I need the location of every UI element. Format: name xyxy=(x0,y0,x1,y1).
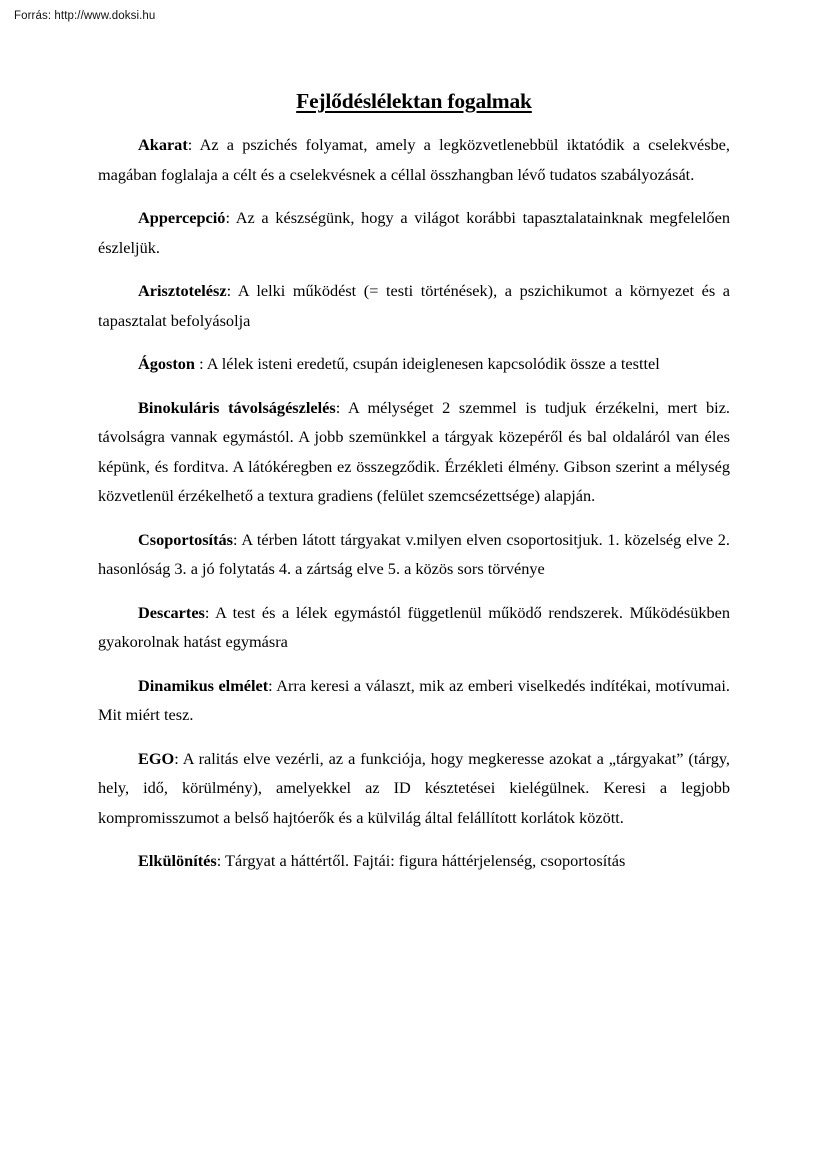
glossary-term: Ágoston xyxy=(138,354,195,373)
glossary-separator: : xyxy=(174,748,183,768)
glossary-term: Descartes xyxy=(138,602,205,622)
glossary-entry xyxy=(98,525,730,598)
glossary-definition: Az a készségünk, hogy a világot korábbi tapasztalatainknak megfelelően észleljük. xyxy=(98,208,730,257)
glossary-entry xyxy=(98,349,730,393)
glossary-term: Arisztotelész xyxy=(138,281,227,300)
glossary-definition: A ralitás elve vezérli, az a funkciója, hogy megkeresse azokat a „tárgyakat” (tárgy, hely, idő, körülmény), amelyekkel az ID késztetései kielégülnek. Keresi a legjobb kompromisszumot a belső hajtóerők és a külvilág által felállított korlátok között. xyxy=(98,748,730,827)
document-body xyxy=(98,86,730,876)
glossary-definition: A mélységet 2 szemmel is tudjuk érzékelni, mert biz. távolságra vannak egymástól. A jobb szemünkkel a tárgyak közepéről és bal oldaláról van éles képünk, és forditva. A látókéregben ez összegződik. Érzékleti élmény. Gibson szerint a mélység közvetlenül érzékelhető a textura gradiens (felület szemcsézettsége) alapján. xyxy=(98,397,730,505)
source-watermark: Forrás: http://www.doksi.hu xyxy=(14,10,156,22)
glossary-entry xyxy=(98,744,730,847)
glossary-separator: : xyxy=(225,208,236,227)
glossary-term: Binokuláris távolságészlelés xyxy=(138,397,336,417)
glossary-separator: : xyxy=(268,675,277,695)
glossary-term: Elkülönítés xyxy=(138,851,217,870)
glossary-entry xyxy=(98,598,730,671)
page-title: Fejlődéslélektan fogalmak xyxy=(296,89,532,113)
glossary-separator: : xyxy=(195,354,207,373)
glossary-definition: Az a pszichés folyamat, amely a legközvetlenebbül iktatódik a cselekvésbe, magában foglalaja a célt és a cselekvésnek a céllal összhangban lévő tudatos szabályozását. xyxy=(98,135,730,184)
glossary-term: Csoportosítás xyxy=(138,529,233,549)
glossary-definition: A lélek isteni eredetű, csupán ideiglenesen kapcsolódik össze a testtel xyxy=(206,354,660,373)
glossary-entry xyxy=(98,671,730,744)
glossary-definition: Tárgyat a háttértől. Fajtái: figura háttérjelenség, csoportosítás xyxy=(225,851,626,870)
glossary-separator: : xyxy=(226,281,238,300)
glossary-entry xyxy=(98,203,730,276)
glossary-definition: A térben látott tárgyakat v.milyen elven csoportositjuk. 1. közelség elve 2. hasonlóság 3. a jó folytatás 4. a zártság elve 5. a közös sors törvénye xyxy=(98,529,730,578)
glossary-definition: Arra keresi a választ, mik az emberi viselkedés indítékai, motívumai. Mit miért tesz. xyxy=(98,675,730,724)
glossary-separator: : xyxy=(232,529,242,549)
glossary-term: EGO xyxy=(138,748,175,768)
glossary-term: Appercepció xyxy=(138,208,226,227)
glossary-term: Akarat xyxy=(138,135,188,154)
glossary-separator: : xyxy=(216,851,226,870)
glossary-entry xyxy=(98,276,730,349)
glossary-definition: A test és a lélek egymástól függetlenül működő rendszerek. Működésükben gyakorolnak hatást egymásra xyxy=(98,602,730,651)
glossary-entry xyxy=(98,846,730,876)
glossary-entry xyxy=(98,130,730,203)
glossary-separator: : xyxy=(187,135,200,154)
glossary-definition: A lelki működést (= testi történések), a pszichikumot a környezet és a tapasztalat befolyásolja xyxy=(98,281,731,330)
glossary-entry-list xyxy=(98,130,730,876)
glossary-separator: : xyxy=(204,602,216,622)
glossary-term: Dinamikus elmélet xyxy=(138,675,269,695)
glossary-separator: : xyxy=(335,397,348,417)
glossary-entry xyxy=(98,393,730,525)
